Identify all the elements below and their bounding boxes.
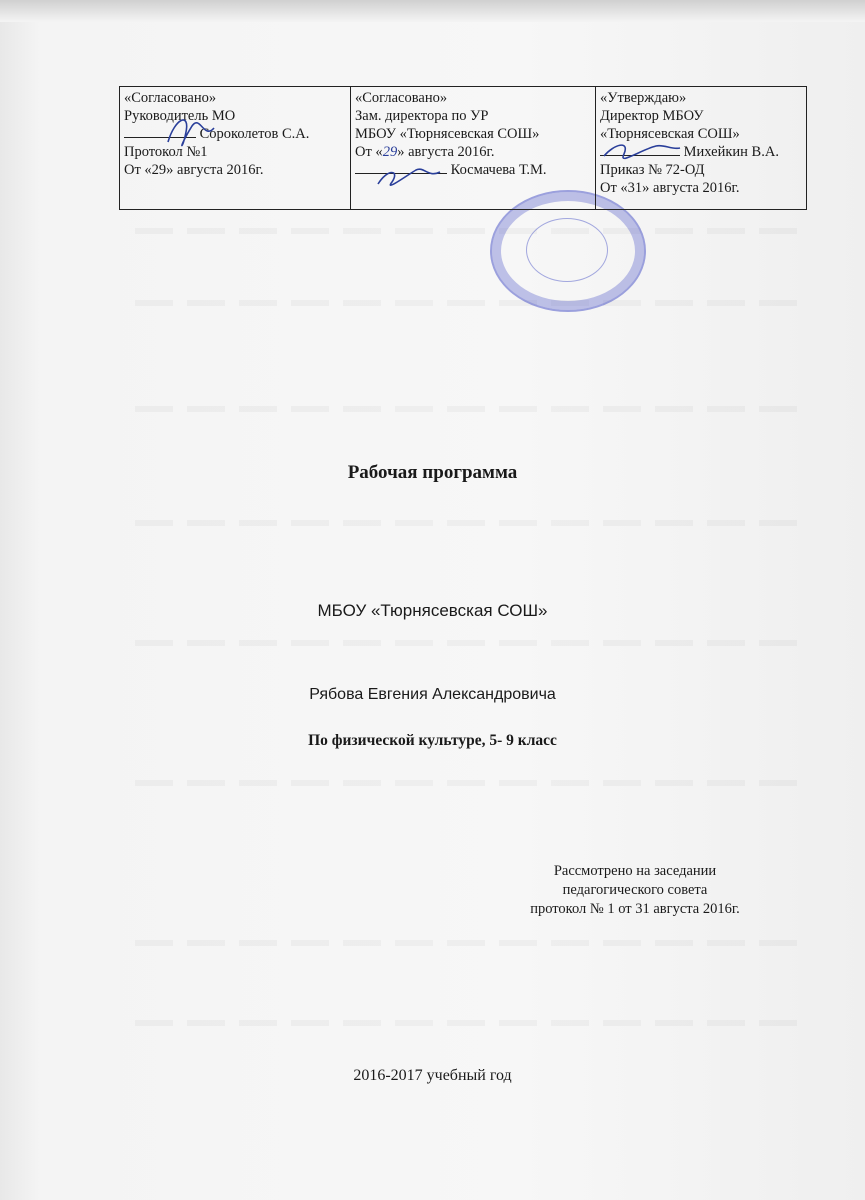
bleed-through-line bbox=[135, 406, 805, 412]
document-title: Рабочая программа bbox=[347, 462, 518, 483]
bleed-through-line bbox=[135, 1020, 805, 1026]
signature-line bbox=[600, 155, 680, 156]
official-stamp-center bbox=[526, 218, 608, 282]
signature-line bbox=[124, 137, 196, 138]
school-name: МБОУ «Тюрнясевская СОШ» bbox=[317, 601, 548, 620]
signature-line bbox=[355, 173, 447, 174]
bleed-through-line bbox=[135, 228, 805, 234]
academic-year: 2016-2017 учебный год bbox=[353, 1067, 512, 1084]
bleed-through-line bbox=[135, 940, 805, 946]
approval-cell-methodical: «Согласовано» Руководитель МО Сороколетов С.А. Протокол №1 От «29» августа 2016г. bbox=[120, 87, 351, 210]
bleed-through-line bbox=[135, 780, 805, 786]
approval-cell-director: «Утверждаю» Директор МБОУ «Тюрнясевская СОШ» Михейкин В.А. Приказ № 72-ОД От «31» августа 2016г. bbox=[596, 87, 807, 210]
approval-cell-deputy: «Согласовано» Зам. директора по УР МБОУ «Тюрнясевская СОШ» От «29» августа 2016г. Космачева Т.М. bbox=[351, 87, 596, 210]
approval-table bbox=[119, 86, 807, 210]
subject-line: По физической культуре, 5- 9 класс bbox=[308, 732, 557, 749]
handwritten-day: 29 bbox=[382, 144, 398, 160]
teacher-name: Рябова Евгения Александровича bbox=[309, 686, 556, 703]
council-note: Рассмотрено на заседании педагогического совета протокол № 1 от 31 августа 2016г. bbox=[530, 863, 740, 917]
scan-edge-shadow bbox=[0, 0, 865, 22]
bleed-through-line bbox=[135, 640, 805, 646]
bleed-through-line bbox=[135, 300, 805, 306]
bleed-through-line bbox=[135, 520, 805, 526]
